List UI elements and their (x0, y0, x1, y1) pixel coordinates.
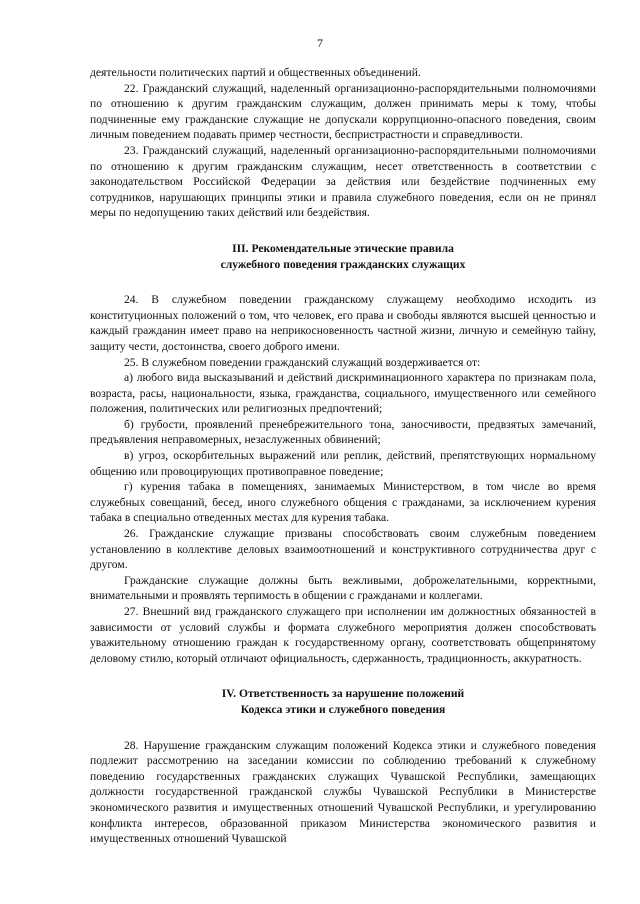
paragraph-25: 25. В служебном поведении гражданский служащий воздерживается от: (124, 355, 481, 369)
section-4-heading-line-1: IV. Ответственность за нарушение положений (221, 687, 465, 701)
paragraph-24: 24. В служебном поведении гражданскому служащему необходимо исходить из конституционных положений о том, что человек, его права и свободы являются высшей ценностью и каждый гражданин имеет право на неприкосновенность частной жизни, личную и семейную тайну, защиту чести, достоинства, своего доброго имени. (90, 293, 596, 353)
section-3-heading-line-2: служебного поведения гражданских служащих (220, 257, 466, 271)
paragraph-26: 26. Гражданские служащие призваны способствовать своим служебным поведением установлению в коллективе деловых взаимоотношений и конструктивного сотрудничества друг с другом. (90, 527, 596, 572)
paragraph-23: 23. Гражданский служащий, наделенный организационно-распорядительными полномочиями по отношению к другим гражданским служащим, несет ответственность в соответствии с законодательством Российской Федерации за действия или бездействие подчиненных ему сотрудников, нарушающих принципы этики и правила служебного поведения, если он не принял меры по недопущению таких действий или бездействия. (90, 143, 596, 220)
paragraph-22: 22. Гражданский служащий, наделенный организационно-распорядительными полномочиями по отношению к другим гражданским служащим, должен принимать меры к тому, чтобы подчиненные ему гражданские служащие не допускали коррупционно-опасного поведения, своим личным поведением подавать пример честности, беспристрастности и справедливости. (90, 81, 596, 142)
document-body (90, 65, 596, 847)
paragraph-26-continued: Гражданские служащие должны быть вежливыми, доброжелательными, корректными, внимательными и проявлять терпимость в общении с гражданами и коллегами. (90, 573, 596, 603)
paragraph-28: 28. Нарушение гражданским служащим положений Кодекса этики и служебного поведения подлежит рассмотрению на заседании комиссии по соблюдению требований к служебному поведению государственных гражданских служащих Чувашской Республики, замещающих должности государственной гражданской службы Чувашской Республики в Министерстве экономического развития и имущественных отношений Чувашской Республики, и урегулированию конфликта интересов, образованной приказом Министерства экономического развития и имущественных отношений Чувашской (90, 738, 596, 846)
paragraph-25-g: г) курения табака в помещениях, занимаемых Министерством, в том числе во время служебных совещаний, бесед, иного служебного общения с гражданами, за исключением курения табака в специально отведенных местах для курения табака. (90, 480, 596, 525)
paragraph-27: 27. Внешний вид гражданского служащего при исполнении им должностных обязанностей в зависимости от условий службы и формата служебного мероприятия должен способствовать уважительному отношению граждан к государственному органу, соответствовать общепринятому деловому стилю, который отличают официальность, сдержанность, традиционность, аккуратность. (90, 605, 596, 665)
section-3-heading-line-1: III. Рекомендательные этические правила (232, 241, 454, 255)
section-4-heading (90, 686, 596, 717)
paragraph-25-b: б) грубости, проявлений пренебрежительного тона, заносчивости, предвзятых замечаний, предъявления неправомерных, незаслуженных обвинений; (90, 417, 596, 447)
section-3-heading (90, 241, 596, 272)
paragraph-25-a: а) любого вида высказываний и действий дискриминационного характера по признакам пола, возраста, расы, национальности, языка, гражданства, социального, имущественного или семейного положения, политических или религиозных предпочтений; (90, 371, 596, 416)
section-4-heading-line-2: Кодекса этики и служебного поведения (240, 702, 446, 716)
paragraph-25-v: в) угроз, оскорбительных выражений или реплик, действий, препятствующих нормальному общению или провоцирующих противоправное поведение; (90, 449, 596, 478)
paragraph-continuation: деятельности политических партий и общественных объединений. (90, 66, 421, 79)
page-number: 7 (317, 36, 323, 50)
